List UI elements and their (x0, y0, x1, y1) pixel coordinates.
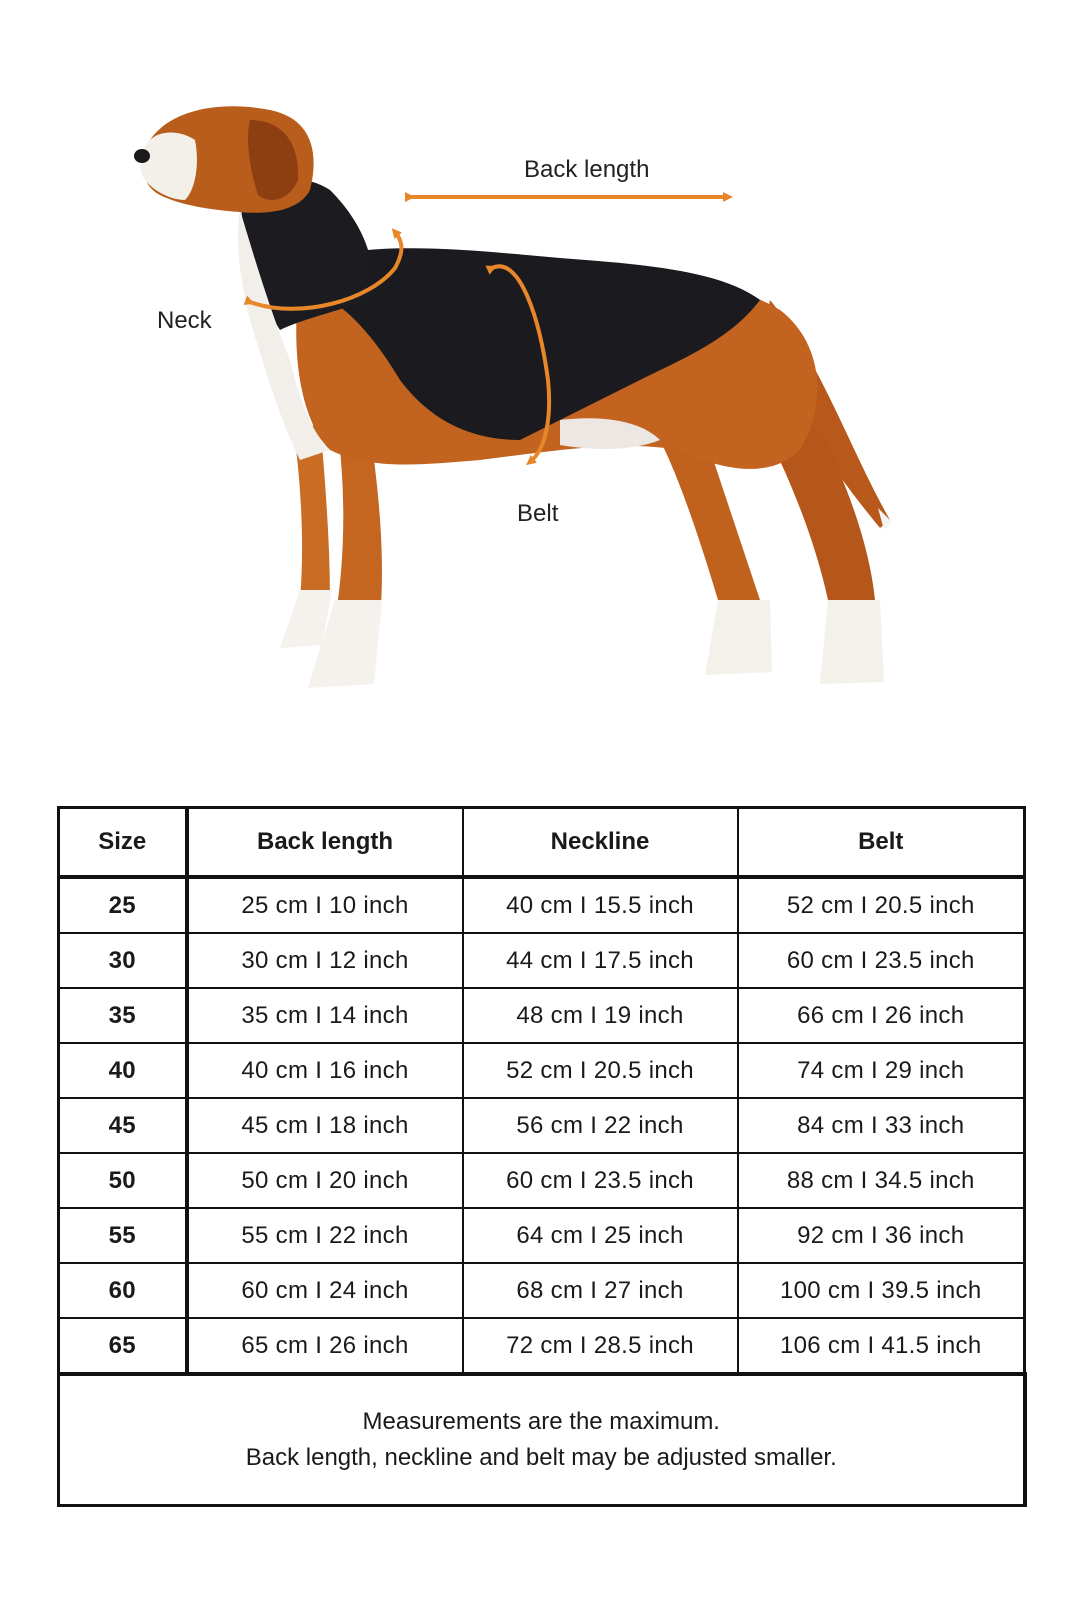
neckline-cell: 52 cm I 20.5 inch (463, 1043, 738, 1098)
back-length-cell: 25 cm I 10 inch (187, 877, 463, 933)
belt-cell: 84 cm I 33 inch (738, 1098, 1025, 1153)
belt-cell: 60 cm I 23.5 inch (738, 933, 1025, 988)
header-back-length: Back length (187, 808, 463, 878)
header-neckline: Neckline (463, 808, 738, 878)
table-row (59, 1208, 1025, 1263)
table-row (59, 877, 1025, 933)
dog-measurement-figure (0, 0, 1080, 760)
size-cell: 55 (59, 1208, 187, 1263)
table-header-row (59, 808, 1025, 878)
belt-cell: 66 cm I 26 inch (738, 988, 1025, 1043)
note-line-2: Back length, neckline and belt may be adjusted smaller. (245, 1444, 837, 1471)
back-length-cell: 55 cm I 22 inch (187, 1208, 463, 1263)
neckline-cell: 40 cm I 15.5 inch (463, 877, 738, 933)
neckline-cell: 64 cm I 25 inch (463, 1208, 738, 1263)
back-length-cell: 30 cm I 12 inch (187, 933, 463, 988)
size-table (57, 806, 1027, 1507)
size-cell: 50 (59, 1153, 187, 1208)
table-row (59, 1153, 1025, 1208)
header-size: Size (59, 808, 187, 878)
table-row (59, 1098, 1025, 1153)
size-cell: 60 (59, 1263, 187, 1318)
belt-cell: 52 cm I 20.5 inch (738, 877, 1025, 933)
back-length-cell: 50 cm I 20 inch (187, 1153, 463, 1208)
neckline-cell: 48 cm I 19 inch (463, 988, 738, 1043)
belt-cell: 88 cm I 34.5 inch (738, 1153, 1025, 1208)
size-cell: 35 (59, 988, 187, 1043)
back-length-cell: 40 cm I 16 inch (187, 1043, 463, 1098)
size-cell: 45 (59, 1098, 187, 1153)
back-length-label: Back length (524, 156, 650, 183)
neckline-cell: 56 cm I 22 inch (463, 1098, 738, 1153)
table-note-row (59, 1374, 1025, 1506)
size-cell: 30 (59, 933, 187, 988)
neckline-cell: 44 cm I 17.5 inch (463, 933, 738, 988)
neckline-cell: 68 cm I 27 inch (463, 1263, 738, 1318)
header-belt: Belt (738, 808, 1025, 878)
size-cell: 25 (59, 877, 187, 933)
belt-cell: 92 cm I 36 inch (738, 1208, 1025, 1263)
table-note (59, 1374, 1025, 1506)
table-row (59, 933, 1025, 988)
back-length-cell: 65 cm I 26 inch (187, 1318, 463, 1374)
back-length-cell: 60 cm I 24 inch (187, 1263, 463, 1318)
belt-label: Belt (517, 500, 559, 527)
size-cell: 40 (59, 1043, 187, 1098)
table-row (59, 1263, 1025, 1318)
size-cell: 65 (59, 1318, 187, 1374)
dog-icon (0, 0, 1080, 760)
back-length-cell: 45 cm I 18 inch (187, 1098, 463, 1153)
belt-cell: 74 cm I 29 inch (738, 1043, 1025, 1098)
neck-label: Neck (157, 307, 212, 334)
note-line-1: Measurements are the maximum. (362, 1408, 720, 1435)
belt-cell: 100 cm I 39.5 inch (738, 1263, 1025, 1318)
table-row (59, 988, 1025, 1043)
back-length-cell: 35 cm I 14 inch (187, 988, 463, 1043)
belt-cell: 106 cm I 41.5 inch (738, 1318, 1025, 1374)
neckline-cell: 60 cm I 23.5 inch (463, 1153, 738, 1208)
table-row (59, 1318, 1025, 1374)
neckline-cell: 72 cm I 28.5 inch (463, 1318, 738, 1374)
table-row (59, 1043, 1025, 1098)
